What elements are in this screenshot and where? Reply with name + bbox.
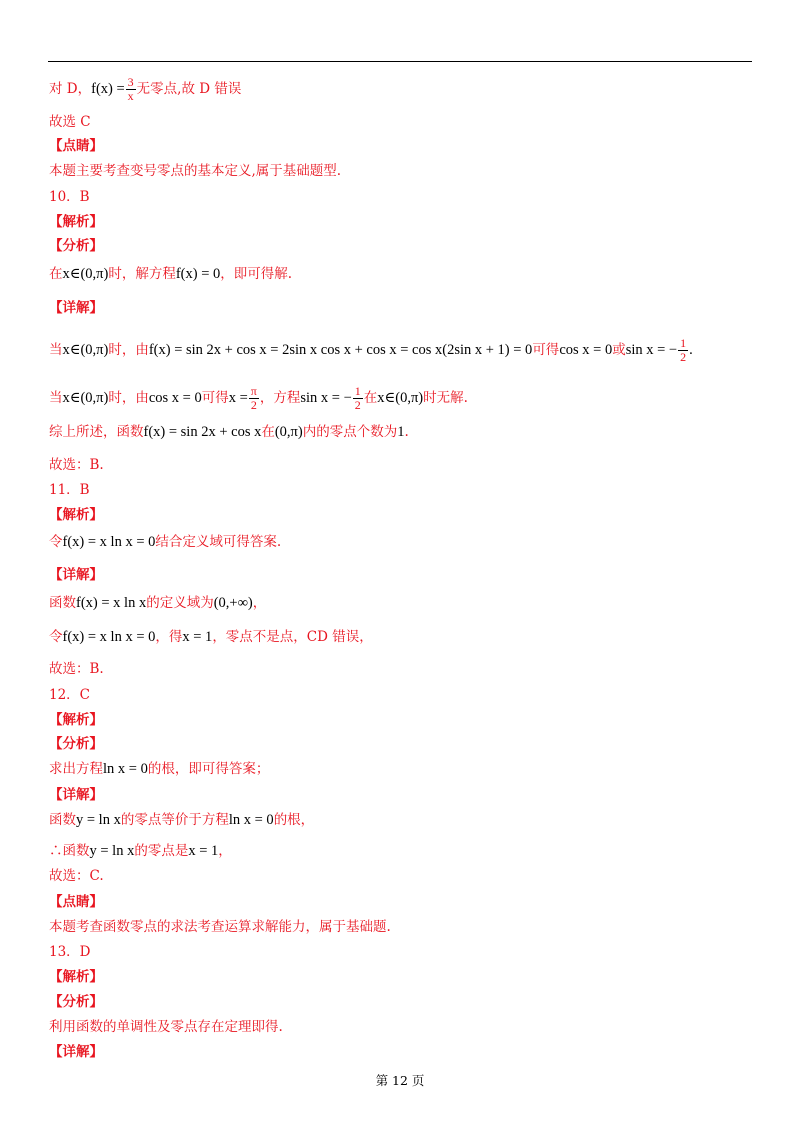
q10-detail-line-1 [49,337,693,364]
frac-num: 3 [127,75,134,89]
frac-den: 2 [354,398,361,412]
question-12-header: 12．C [49,687,91,703]
text-segment: 时，由 [108,390,149,406]
text-segment: 求出方程 [49,761,103,777]
math-cos-zero: cos x = 0 [559,342,613,358]
q11-detail-line-2 [49,629,373,645]
math-interval: x∈(0,π) [62,342,109,358]
fraction-3-over-x [126,76,136,103]
q12-detail-line-1 [49,812,314,828]
math-interval: x∈(0,π) [377,390,424,406]
frac-den: 2 [250,398,257,412]
answer-c-line: 故选 C [49,114,91,130]
text-segment: 的根，即可得答案； [147,761,270,777]
text-segment: 令 [49,629,63,645]
math-interval: x∈(0,π) [62,390,109,406]
q10-analysis-line [49,266,292,282]
math-interval: x∈(0,π) [62,266,109,282]
math-solution: x = 1 [188,843,219,859]
section-comment: 【点睛】 [49,138,103,154]
answer-b-line: 故选：B. [49,457,104,473]
text-segment: 当 [49,390,63,406]
text-segment: 函数 [49,595,76,611]
section-detail: 【详解】 [49,300,103,316]
q11-analysis-line [49,534,281,550]
text-segment: 的定义域为 [146,595,214,611]
answer-b-line: 故选：B. [49,661,104,677]
question-10-header: 10．B [49,189,90,205]
text-segment: 的根， [273,812,315,828]
text-segment: 综上所述，函数 [49,424,144,440]
section-detail: 【详解】 [49,1044,103,1060]
text-segment: 内的零点个数为 [302,424,398,440]
section-breakdown: 【分析】 [49,238,103,254]
section-analysis: 【解析】 [49,507,103,523]
text-segment: 在 [261,424,275,440]
section-breakdown: 【分析】 [49,994,103,1010]
header-rule [48,61,752,62]
text-segment: ， [218,843,232,859]
frac-num: π [250,384,257,398]
math-interval: (0,π) [274,424,303,440]
math-x-equals: x = [228,390,248,406]
math-sin-value: sin x = − [300,390,352,406]
math-cos-zero: cos x = 0 [148,390,202,406]
text-segment: 的零点等价于方程 [120,812,229,828]
text-segment: 在 [363,390,378,406]
math-interval: (0,+∞) [213,595,253,611]
text-segment: 令 [49,534,63,550]
comment-text: 本题主要考查变号零点的基本定义,属于基础题型. [49,163,342,179]
text-segment: 当 [49,342,63,358]
text-segment: ，零点不是点，CD 错误， [212,629,373,645]
text-segment: 的零点是 [134,843,189,859]
math-function: f(x) = sin 2x + cos x [143,424,262,440]
math-equation: ln x = 0 [228,812,274,828]
text-segment: ∴函数 [49,843,90,859]
math-f-x: f(x) = [91,81,125,97]
math-equation: f(x) = x ln x = 0 [62,629,156,645]
section-detail: 【详解】 [49,787,103,803]
frac-den: 2 [680,350,687,364]
line-d-no-zero [49,76,241,103]
text-segment: 函数 [49,812,76,828]
math-function: f(x) = x ln x [76,595,147,611]
math-equation: ln x = 0 [103,761,148,777]
text-segment: ， [252,595,267,611]
question-11-header: 11．B [49,482,90,498]
text-segment: 或 [612,342,626,358]
text-segment: 无零点,故 D 错误 [136,81,242,97]
frac-num: 1 [680,336,687,350]
text-segment: ，得 [155,629,183,645]
q10-summary-line [49,424,409,440]
fraction-1-over-2 [678,337,688,364]
q10-detail-line-2 [49,385,468,412]
text-segment: . [689,342,693,358]
math-count: 1 [397,424,405,440]
fraction-1-over-2 [353,385,363,412]
math-function: y = ln x [89,843,135,859]
q11-detail-line-1 [49,595,266,611]
text-segment: . [404,424,409,440]
answer-c-line: 故选：C. [49,868,104,884]
q13-analysis-line: 利用函数的单调性及零点存在定理即得. [49,1019,283,1035]
math-sin-value: sin x = − [625,342,678,358]
page-number: 第 12 页 [375,1073,425,1088]
text-segment: 可得 [201,390,229,406]
question-13-header: 13．D [49,944,91,960]
text-segment: 时，由 [108,342,149,358]
text-segment: 在 [49,266,63,282]
frac-den: x [127,89,134,103]
math-factorization: f(x) = sin 2x + cos x = 2sin x cos x + cos x = cos x(2sin x + 1) = 0 [148,342,533,358]
q12-detail-line-2 [49,843,232,859]
text-segment: 结合定义域可得答案. [155,534,282,550]
section-comment: 【点睛】 [49,894,103,910]
q12-analysis-line [49,761,269,777]
math-solution: x = 1 [182,629,213,645]
math-equation: f(x) = 0 [175,266,221,282]
text-segment: 时无解. [423,390,468,406]
section-analysis: 【解析】 [49,712,103,728]
section-breakdown: 【分析】 [49,736,103,752]
section-analysis: 【解析】 [49,214,103,230]
text-segment: 可得 [532,342,560,358]
text-segment: 对 D， [49,81,92,97]
frac-num: 1 [354,384,361,398]
text-segment: ，方程 [259,390,301,406]
text-segment: ，即可得解. [220,266,293,282]
fraction-pi-over-2 [249,385,259,412]
math-equation: f(x) = x ln x = 0 [62,534,156,550]
comment-text: 本题考查函数零点的求法考查运算求解能力，属于基础题. [49,919,391,935]
section-detail: 【详解】 [49,567,103,583]
text-segment: 时，解方程 [108,266,176,282]
section-analysis: 【解析】 [49,969,103,985]
math-function: y = ln x [76,812,121,828]
